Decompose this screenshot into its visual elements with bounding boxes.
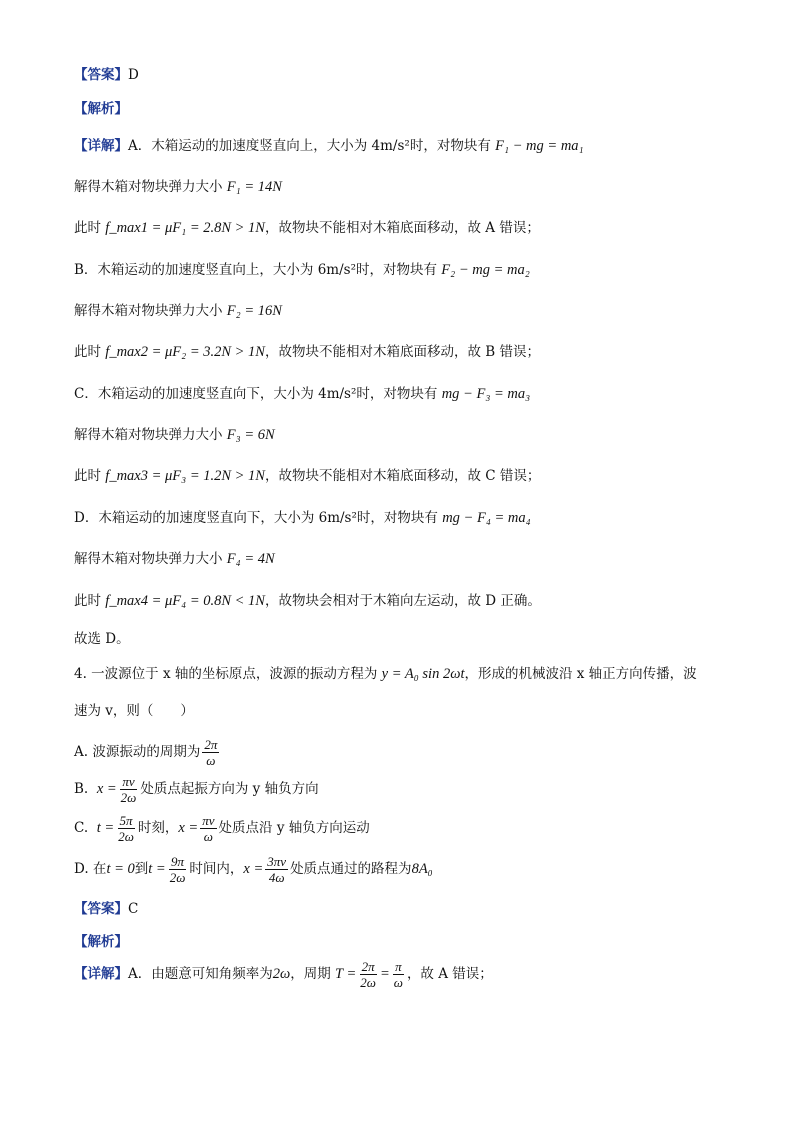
detail2-equals: =: [379, 966, 390, 982]
q4-stem-equation: y = A₀ sin 2ωt: [381, 666, 465, 682]
equation-a3: f_max1 = μF₁ = 2.8N > 1N: [105, 220, 265, 236]
q4-option-a: [74, 736, 221, 768]
frac-den: 4ω: [268, 870, 285, 885]
q4-option-b-text: 处质点起振方向为 y 轴负方向: [140, 781, 319, 797]
text-c2: 解得木箱对物块弹力大小: [74, 427, 223, 443]
q4-option-a-label: A. 波源振动的周期为: [74, 744, 201, 760]
q4-option-d-to: 到: [134, 861, 149, 877]
detail-line-a2: [74, 178, 282, 196]
equation-d1: mg − F₄ = ma₄: [442, 510, 531, 526]
frac-den: ω: [393, 975, 403, 990]
detail-line-a3: [74, 219, 540, 237]
q4-option-a-fraction: [202, 737, 219, 768]
text-b1: B．木箱运动的加速度竖直向上，大小为 6m/s²时，对物块有: [74, 262, 437, 278]
q4-option-c-label: C.: [74, 820, 89, 836]
detail-line-c1: [74, 385, 530, 403]
frac-num: π: [395, 959, 402, 974]
analysis-line-1: [74, 100, 128, 118]
text-a3-pre: 此时: [74, 220, 101, 236]
q4-option-b: [74, 773, 319, 805]
q4-stem-2: 速为 v，则（ ）: [74, 703, 194, 719]
answer-tag: 【答案】: [74, 67, 128, 83]
answer-tag: 【答案】: [74, 901, 128, 917]
q4-option-c-t: t =: [96, 820, 115, 836]
q4-option-c-fraction-2: [200, 813, 216, 844]
equation-d3: f_max4 = μF₄ = 0.8N < 1N: [105, 593, 265, 609]
equation-c2: F₃ = 6N: [226, 427, 275, 443]
answer-line-1: [74, 66, 139, 84]
answer-value: D: [128, 67, 139, 83]
text-b2: 解得木箱对物块弹力大小: [74, 303, 223, 319]
text-a3-post: ，故物块不能相对木箱底面移动，故 A 错误；: [264, 220, 540, 236]
text-d2: 解得木箱对物块弹力大小: [74, 551, 223, 567]
analysis-tag: 【解析】: [74, 934, 128, 950]
frac-num: 2π: [204, 737, 218, 752]
q4-option-c-x: x =: [178, 820, 199, 836]
detail-line-d1: [74, 509, 531, 527]
equation-d2: F₄ = 4N: [226, 551, 275, 567]
equation-a2: F₁ = 14N: [226, 179, 282, 195]
frac-num: 2π: [361, 959, 375, 974]
q4-option-d-label: D. 在: [74, 861, 107, 877]
detail-tag: 【详解】: [74, 966, 128, 982]
q4-option-d: [74, 853, 433, 885]
text-c3-post: ，故物块不能相对木箱底面移动，故 C 错误；: [264, 468, 541, 484]
frac-den: 2ω: [169, 870, 186, 885]
q4-option-b-label: B.: [74, 781, 89, 797]
detail-line-d3: [74, 592, 541, 610]
detail2-fraction-2: [392, 959, 405, 990]
text-c1: C．木箱运动的加速度竖直向下，大小为 4m/s²时，对物块有: [74, 386, 438, 402]
q4-option-c: [74, 812, 370, 844]
frac-den: 2ω: [120, 790, 137, 805]
text-d3-pre: 此时: [74, 593, 101, 609]
detail-tag: 【详解】: [74, 138, 128, 154]
q4-option-d-fraction-2: [265, 854, 288, 885]
q4-stem-line-2: [74, 702, 194, 720]
detail-line-b1: [74, 261, 530, 279]
equation-c3: f_max3 = μF₃ = 1.2N > 1N: [105, 468, 265, 484]
q4-option-d-t: t =: [148, 861, 166, 877]
frac-den: 2ω: [118, 829, 134, 844]
detail2-text-1: A．由题意可知角频率为: [128, 966, 273, 982]
detail2-text-2: ，周期: [290, 966, 331, 982]
analysis-tag: 【解析】: [74, 101, 128, 117]
frac-num: 9π: [171, 854, 185, 869]
detail-line-c2: [74, 426, 275, 444]
q4-stem-a: 4. 一波源位于 x 轴的坐标原点，波源的振动方程为: [74, 666, 378, 682]
text-a1: A．木箱运动的加速度竖直向上，大小为 4m/s²时，对物块有: [128, 138, 491, 154]
q4-option-c-text: 处质点沿 y 轴负方向运动: [218, 820, 370, 836]
analysis-line-2: [74, 933, 128, 951]
text-choose: 故选 D。: [74, 631, 130, 647]
q4-option-b-fraction: [119, 774, 139, 805]
q4-option-d-text: 处质点通过的路程为: [290, 861, 412, 877]
detail2-eq-1: 2ω: [272, 966, 291, 982]
detail-line-d2: [74, 550, 275, 568]
answer-value: C: [128, 901, 139, 917]
q4-option-d-fraction-1: [168, 854, 188, 885]
q4-option-b-x: x =: [96, 781, 117, 797]
frac-num: 5π: [119, 813, 133, 828]
text-b3-pre: 此时: [74, 344, 101, 360]
frac-den: 2ω: [360, 975, 376, 990]
detail2-text-3: ，故 A 错误；: [406, 966, 493, 982]
detail2-fraction-1: [358, 959, 378, 990]
text-c3-pre: 此时: [74, 468, 101, 484]
q4-option-d-x: x =: [243, 861, 264, 877]
q4-option-d-mid: 时间内，: [189, 861, 244, 877]
equation-b2: F₂ = 16N: [226, 303, 282, 319]
frac-num: πv: [202, 813, 215, 828]
q4-option-c-mid: 时刻，: [137, 820, 179, 836]
q4-option-d-end: 8A₀: [411, 861, 433, 877]
frac-den: ω: [203, 829, 213, 844]
frac-den: ω: [206, 753, 216, 768]
frac-num: 3πv: [267, 854, 287, 869]
q4-option-c-fraction-1: [116, 813, 136, 844]
q4-option-d-t0: t = 0: [106, 861, 135, 877]
q4-stem-b: ，形成的机械波沿 x 轴正方向传播，波: [464, 666, 697, 682]
detail-line-b2: [74, 302, 282, 320]
text-b3-post: ，故物块不能相对木箱底面移动，故 B 错误；: [264, 344, 540, 360]
text-d3-post: ，故物块会相对于木箱向左运动，故 D 正确。: [264, 593, 541, 609]
equation-a1: F₁ − mg = ma₁: [495, 138, 584, 154]
detail-line-a1: [74, 137, 584, 155]
equation-b1: F₂ − mg = ma₂: [441, 262, 530, 278]
choose-line: [74, 630, 130, 648]
frac-num: πv: [122, 774, 135, 789]
q4-stem-line-1: [74, 665, 697, 683]
text-d1: D．木箱运动的加速度竖直向下，大小为 6m/s²时，对物块有: [74, 510, 438, 526]
detail-line-c3: [74, 467, 540, 485]
equation-b3: f_max2 = μF₂ = 3.2N > 1N: [105, 344, 265, 360]
text-a2: 解得木箱对物块弹力大小: [74, 179, 223, 195]
detail-line-b3: [74, 343, 540, 361]
detail2-T: T =: [335, 966, 357, 982]
answer-line-2: [74, 900, 138, 918]
equation-c1: mg − F₃ = ma₃: [441, 386, 531, 402]
detail-line-2: [74, 958, 493, 990]
